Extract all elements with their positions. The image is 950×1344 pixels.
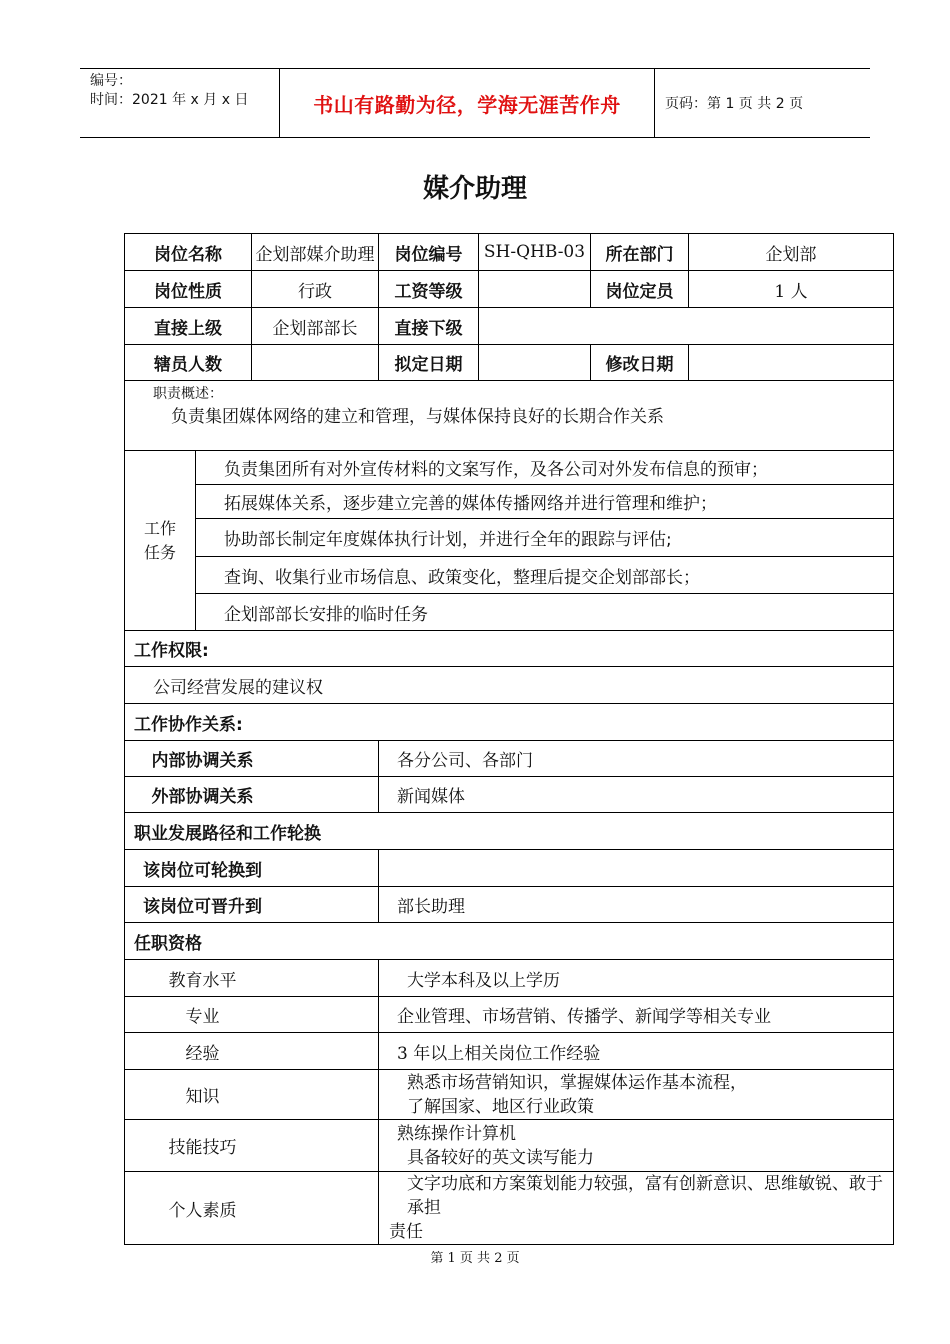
external-label: 外部协调关系	[125, 777, 379, 813]
task-item: 企划部部长安排的临时任务	[196, 594, 894, 631]
table-row	[125, 887, 894, 923]
table-row	[125, 850, 894, 887]
internal-value: 各分公司、各部门	[379, 741, 894, 777]
table-row	[125, 997, 894, 1033]
post-name-value: 企划部媒介助理	[252, 234, 379, 271]
table-row	[125, 777, 894, 813]
table-row	[125, 1070, 894, 1120]
page-footer: 第 1 页 共 2 页	[430, 1251, 520, 1266]
knowledge-line2: 了解国家、地区行业政策	[407, 1096, 594, 1117]
task-row	[125, 557, 894, 594]
rotate-label: 该岗位可轮换到	[125, 850, 379, 887]
task-row	[125, 451, 894, 485]
summary-text: 负责集团媒体网络的建立和管理，与媒体保持良好的长期合作关系	[171, 407, 664, 427]
task-item: 查询、收集行业市场信息、政策变化，整理后提交企划部部长；	[196, 557, 894, 594]
quota-value: 1 人	[689, 271, 894, 308]
task-row	[125, 485, 894, 519]
internal-label: 内部协调关系	[125, 741, 379, 777]
assistants-label: 辖员人数	[125, 345, 252, 381]
post-code-label: 岗位编号	[379, 234, 479, 271]
draft-date-value	[479, 345, 591, 381]
nature-value: 行政	[252, 271, 379, 308]
table-row	[125, 1120, 894, 1172]
promote-label: 该岗位可晋升到	[125, 887, 379, 923]
education-value: 大学本科及以上学历	[379, 960, 894, 997]
task-item: 负责集团所有对外宣传材料的文案写作，及各公司对外发布信息的预审；	[196, 451, 894, 485]
rotate-value	[379, 850, 894, 887]
qualification-label: 任职资格	[125, 923, 894, 960]
draft-date-label: 拟定日期	[379, 345, 479, 381]
task-row	[125, 519, 894, 557]
header-meta	[80, 69, 280, 137]
skills-label: 技能技巧	[125, 1120, 379, 1172]
knowledge-line1: 熟悉市场营销知识，掌握媒体运作基本流程，	[407, 1072, 747, 1093]
experience-value: 3 年以上相关岗位工作经验	[379, 1033, 894, 1070]
nature-label: 岗位性质	[125, 271, 252, 308]
superior-value: 企划部部长	[252, 308, 379, 345]
section-row	[125, 923, 894, 960]
number-label: 编号：	[90, 73, 132, 89]
authority-label: 工作权限:	[125, 631, 894, 667]
table-row	[125, 1033, 894, 1070]
table-row	[125, 741, 894, 777]
document-header	[80, 68, 870, 138]
summary-row	[125, 381, 894, 451]
table-row	[125, 345, 894, 381]
subordinate-value	[479, 308, 894, 345]
table-row	[125, 271, 894, 308]
superior-label: 直接上级	[125, 308, 252, 345]
tasks-label-line1: 工作	[143, 518, 176, 538]
salary-label: 工资等级	[379, 271, 479, 308]
promote-value: 部长助理	[379, 887, 894, 923]
time-label: 时间：2021 年 x 月 x 日	[90, 92, 249, 108]
personal-line1: 文字功底和方案策划能力较强，富有创新意识、思维敏锐、敢于承担	[407, 1174, 883, 1218]
salary-value	[479, 271, 591, 308]
major-value: 企业管理、市场营销、传播学、新闻学等相关专业	[379, 997, 894, 1033]
table-row	[125, 234, 894, 271]
modify-date-value	[689, 345, 894, 381]
section-row	[125, 631, 894, 667]
personal-line2: 责任	[389, 1222, 423, 1242]
post-name-label: 岗位名称	[125, 234, 252, 271]
knowledge-label: 知识	[125, 1070, 379, 1120]
task-row	[125, 594, 894, 631]
knowledge-value	[379, 1070, 894, 1120]
post-code-value: SH-QHB-03	[479, 234, 591, 271]
personal-value	[379, 1172, 894, 1245]
summary-cell	[125, 381, 894, 451]
table-row	[125, 960, 894, 997]
authority-text: 公司经营发展的建议权	[125, 667, 894, 704]
task-item: 协助部长制定年度媒体执行计划，并进行全年的跟踪与评估;	[196, 519, 894, 557]
cooperation-label: 工作协作关系:	[125, 704, 894, 741]
section-row	[125, 704, 894, 741]
dept-value: 企划部	[689, 234, 894, 271]
header-page-info: 页码：第 1 页 共 2 页	[665, 96, 804, 112]
skills-value	[379, 1120, 894, 1172]
subordinate-label: 直接下级	[379, 308, 479, 345]
job-description-table	[124, 233, 894, 1245]
table-row	[125, 1172, 894, 1245]
table-row	[125, 667, 894, 704]
modify-date-label: 修改日期	[591, 345, 689, 381]
summary-label: 职责概述：	[153, 386, 223, 402]
major-label: 专业	[125, 997, 379, 1033]
tasks-label-line2: 任务	[143, 542, 176, 562]
assistants-value	[252, 345, 379, 381]
skills-line2: 具备较好的英文读写能力	[407, 1147, 594, 1168]
education-label: 教育水平	[125, 960, 379, 997]
dept-label: 所在部门	[591, 234, 689, 271]
personal-label: 个人素质	[125, 1172, 379, 1245]
external-value: 新闻媒体	[379, 777, 894, 813]
career-label: 职业发展路径和工作轮换	[125, 813, 894, 850]
table-row	[125, 308, 894, 345]
header-motto: 书山有路勤为径，学海无涯苦作舟	[280, 69, 655, 137]
tasks-label	[125, 451, 196, 631]
page-title: 媒介助理	[422, 174, 527, 204]
quota-label: 岗位定员	[591, 271, 689, 308]
task-item: 拓展媒体关系，逐步建立完善的媒体传播网络并进行管理和维护；	[196, 485, 894, 519]
skills-line1: 熟练操作计算机	[397, 1123, 516, 1144]
experience-label: 经验	[125, 1033, 379, 1070]
section-row	[125, 813, 894, 850]
